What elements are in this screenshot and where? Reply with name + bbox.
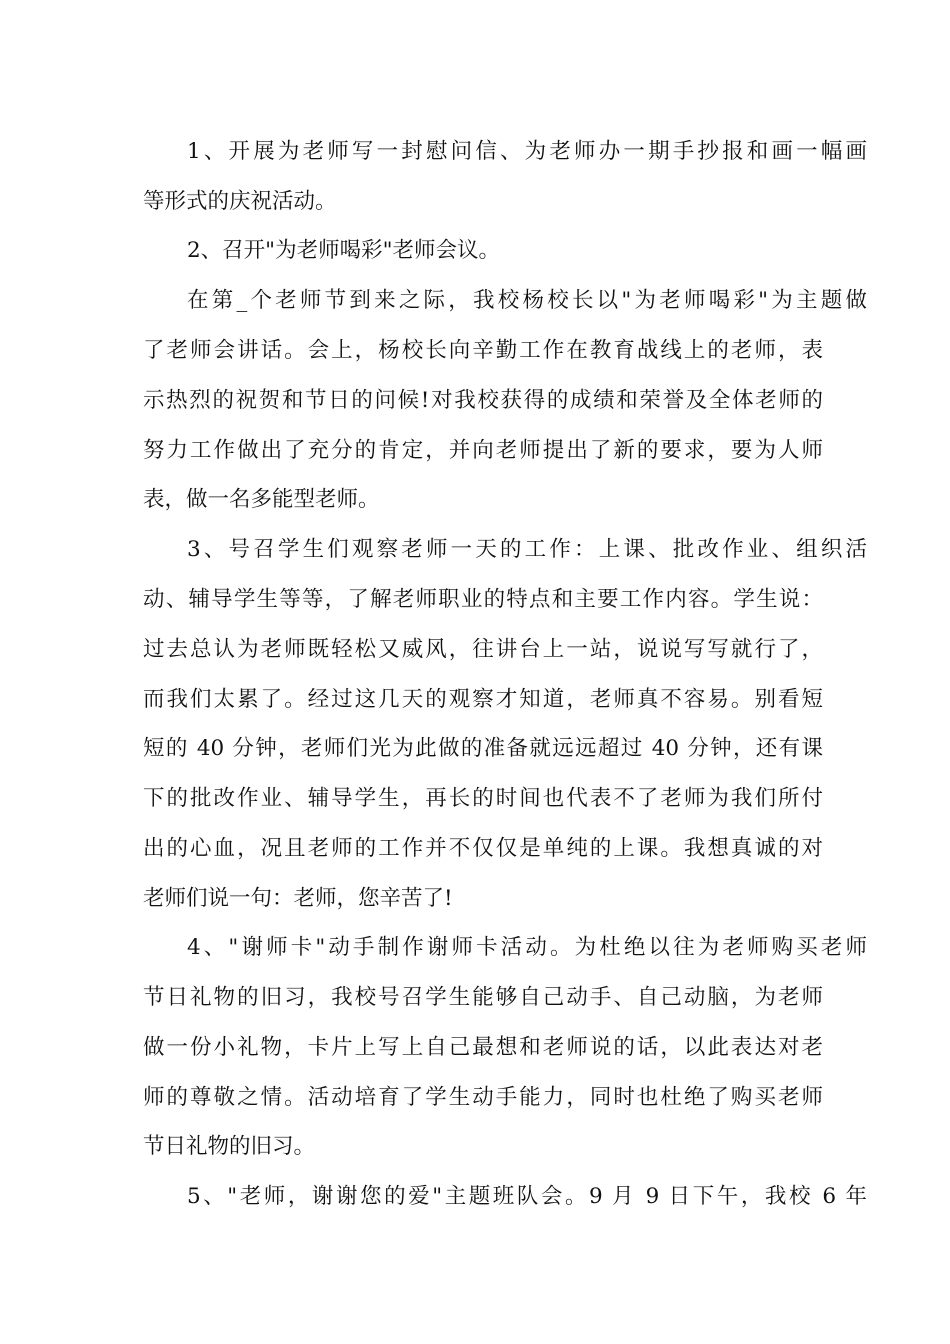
text-line: 做一份小礼物，卡片上写上自己最想和老师说的话，以此表达对老 — [143, 1035, 823, 1060]
text-line: 动、辅导学生等等，了解老师职业的特点和主要工作内容。学生说： — [143, 587, 823, 612]
text-line: 5、"老师，谢谢您的爱"主题班队会。9 月 9 日下午，我校 6 年 — [187, 1184, 867, 1209]
text-line: 3、号召学生们观察老师一天的工作：上课、批改作业、组织活 — [187, 537, 867, 562]
text-line: 努力工作做出了充分的肯定，并向老师提出了新的要求，要为人师 — [143, 438, 823, 463]
text-line: 师的尊敬之情。活动培育了学生动手能力，同时也杜绝了购买老师 — [143, 1085, 823, 1110]
text-line: 短的 40 分钟，老师们光为此做的准备就远远超过 40 分钟，还有课 — [143, 736, 823, 761]
text-line: 节日礼物的旧习。 — [143, 1134, 316, 1159]
text-line: 示热烈的祝贺和节日的问候!对我校获得的成绩和荣誉及全体老师的 — [143, 388, 823, 413]
text-line: 2、召开"为老师喝彩"老师会议。 — [187, 238, 500, 263]
text-line: 老师们说一句：老师，您辛苦了! — [143, 886, 453, 911]
text-line: 1、开展为老师写一封慰问信、为老师办一期手抄报和画一幅画 — [187, 139, 867, 164]
text-line: 了老师会讲话。会上，杨校长向辛勤工作在教育战线上的老师，表 — [143, 338, 823, 363]
text-line: 而我们太累了。经过这几天的观察才知道，老师真不容易。别看短 — [143, 687, 823, 712]
text-line: 在第_个老师节到来之际，我校杨校长以"为老师喝彩"为主题做 — [187, 288, 867, 313]
text-line: 过去总认为老师既轻松又威风，往讲台上一站，说说写写就行了， — [143, 637, 823, 662]
text-line: 表，做一名多能型老师。 — [143, 487, 380, 512]
text-line: 出的心血，况且老师的工作并不仅仅是单纯的上课。我想真诚的对 — [143, 836, 823, 861]
text-line: 等形式的庆祝活动。 — [143, 189, 337, 214]
text-line: 下的批改作业、辅导学生，再长的时间也代表不了老师为我们所付 — [143, 786, 823, 811]
text-line: 4、"谢师卡"动手制作谢师卡活动。为杜绝以往为老师购买老师 — [187, 935, 867, 960]
text-line: 节日礼物的旧习，我校号召学生能够自己动手、自己动脑，为老师 — [143, 985, 823, 1010]
